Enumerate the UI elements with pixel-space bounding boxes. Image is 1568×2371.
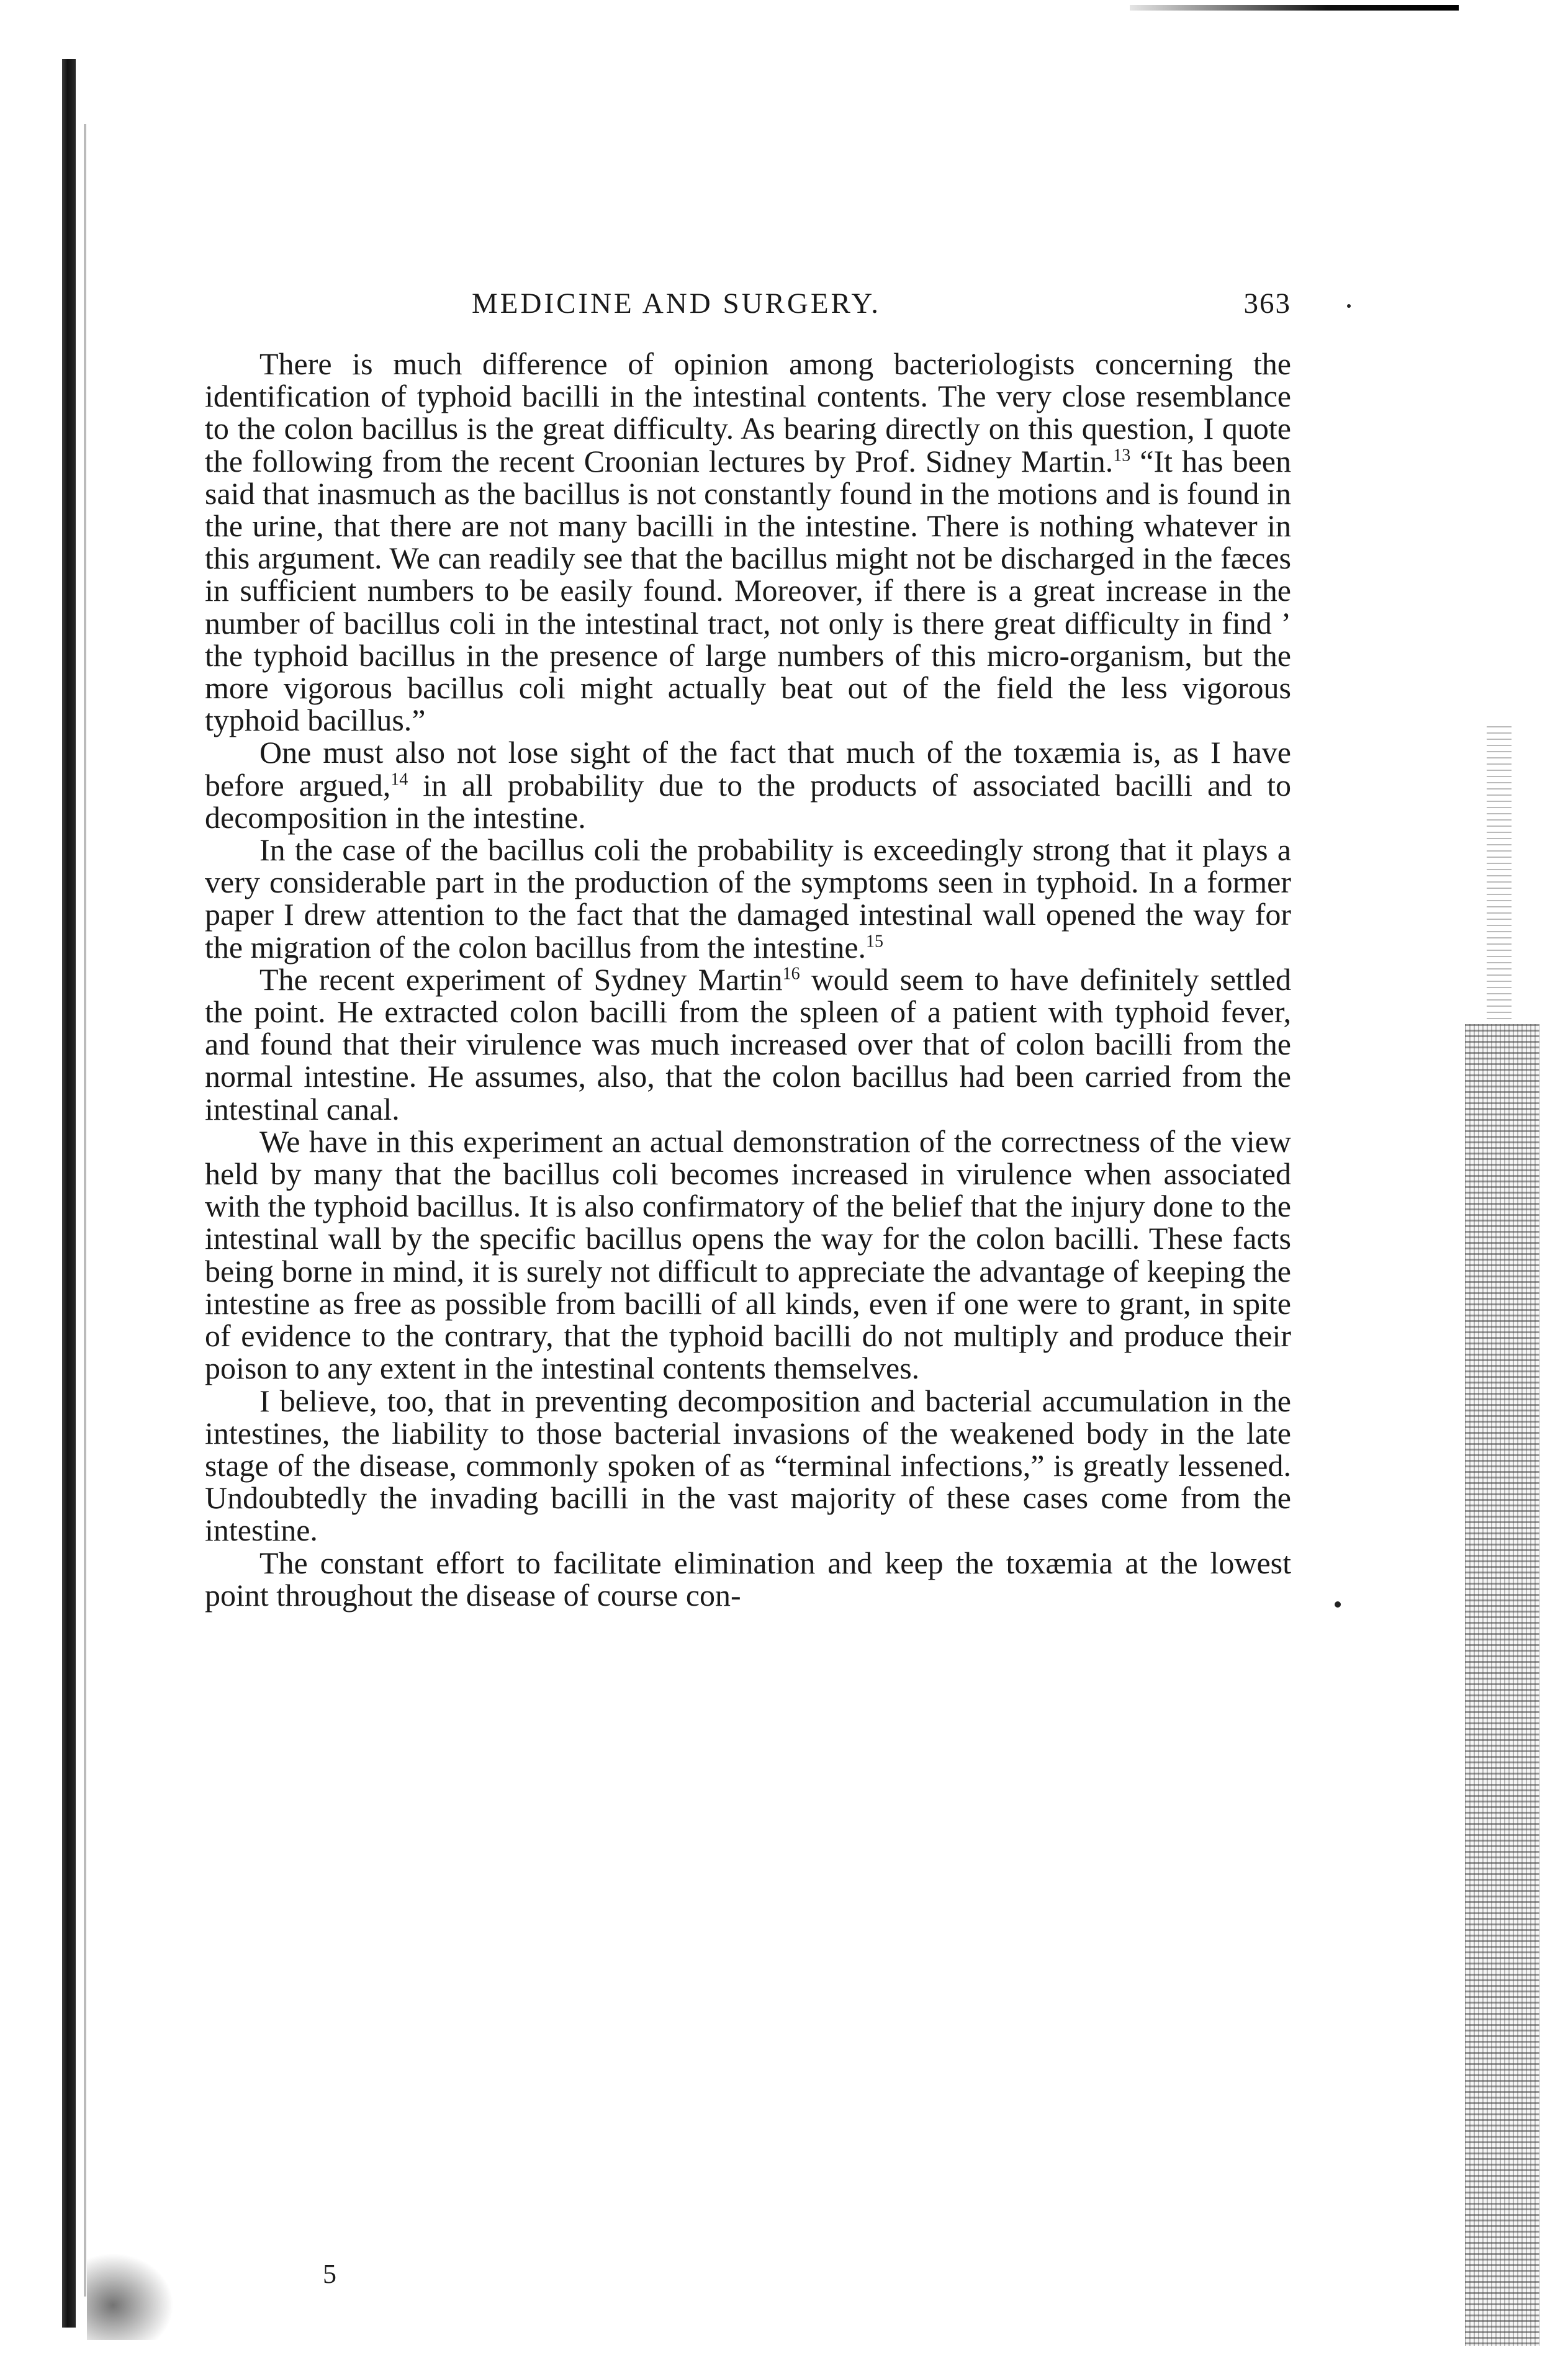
body-text	[205, 348, 1291, 1611]
binding-edge-line	[84, 124, 86, 2297]
text-run: The constant effort to facilitate elimination and keep the toxæmia at the lowest point throughout the disease of course con-	[205, 1545, 1291, 1613]
page-number: 363	[1243, 287, 1291, 320]
running-title: MEDICINE AND SURGERY.	[472, 287, 881, 320]
signature-mark: 5	[323, 2259, 336, 2289]
text-run: would seem to have definitely settled the point. He extracted colon bacilli from the spleen of a patient with typhoid fever, and found that their virulence was much increased over that of colon bacilli from the normal intestine. He assumes, also, that the colon bacillus had been carried from the intestinal canal.	[205, 961, 1291, 1127]
ink-speck	[1347, 304, 1351, 308]
paragraph	[205, 834, 1291, 963]
page-edge-fringe-upper	[1487, 726, 1512, 1024]
text-run: I believe, too, that in preventing decomposition and bacterial accumulation in the intestines, the liability to those bacterial invasions of the weakened body in the late stage of the disease, commonly spoken of as “terminal infections,” is greatly lessened. Undoubtedly the invading bacilli in the vast majority of these cases come from the intestine.	[205, 1383, 1291, 1548]
footnote-ref: 15	[866, 932, 884, 951]
paragraph	[205, 348, 1291, 736]
footnote-ref: 14	[390, 769, 408, 789]
text-run: We have in this experiment an actual demonstration of the correctness of the view held by many that the bacillus coli becomes increased in virulence when associated with the typhoid bacillus. It is also confirmatory of the belief that the injury done to the intestinal wall by the specific bacillus opens the way for the colon bacilli. These facts being borne in mind, it is surely not difficult to appreciate the advantage of keeping the intestine as free as possible from bacilli of all kinds, even if one were to grant, in spite of evidence to the contrary, that the typhoid bacilli do not multiply and produce their poison to any extent in the intestinal contents themselves.	[205, 1123, 1291, 1386]
text-run: The recent experiment of Sydney Martin	[259, 961, 783, 997]
footnote-ref: 13	[1113, 445, 1131, 465]
text-run: One must also not lose sight of the fact that much of the toxæmia is, as I have before argued,	[205, 735, 1291, 803]
page-edge-fringe	[1465, 1024, 1539, 2346]
binding-edge-shadow	[62, 59, 76, 2328]
paragraph	[205, 963, 1291, 1125]
footnote-ref: 16	[782, 964, 800, 984]
paragraph	[205, 1125, 1291, 1385]
text-run: “It has been said that inasmuch as the bacillus is not constantly found in the motions and is found in the urine, that there are not many bacilli in the intestine. There is nothing whatever in this argument. We can readily see that the bacillus might not be discharged in the fæces in sufficient numbers to be easily found. Moreover, if there is a great increase in the number of bacillus coli in the intestinal tract, not only is there great difficulty in find ’ the typhoid bacillus in the presence of large numbers of this micro-organism, but the more vigorous bacillus coli might actually beat out of the field the less vigorous typhoid bacillus.”	[205, 443, 1291, 738]
paragraph	[205, 1547, 1291, 1611]
corner-smudge	[87, 2253, 174, 2340]
ink-speck	[1335, 1601, 1341, 1608]
text-run: in all probability due to the products of associated bacilli and to decomposition in the intestine.	[205, 767, 1291, 835]
text-run: There is much difference of opinion among bacteriologists concerning the identification of typhoid bacilli in the intestinal contents. The very close resemblance to the colon bacillus is the great difficulty. As bearing directly on this question, I quote the following from the recent Croonian lectures by Prof. Sidney Martin.	[205, 346, 1291, 479]
top-edge-rule	[1130, 5, 1459, 11]
running-header	[205, 287, 1291, 330]
text-run: In the case of the bacillus coli the probability is exceedingly strong that it plays a very considerable part in the production of the symptoms seen in typhoid. In a former paper I drew attention to the fact that the damaged intestinal wall opened the way for the migration of the colon bacillus from the intestine.	[205, 832, 1291, 965]
paragraph	[205, 736, 1291, 834]
paragraph	[205, 1385, 1291, 1547]
